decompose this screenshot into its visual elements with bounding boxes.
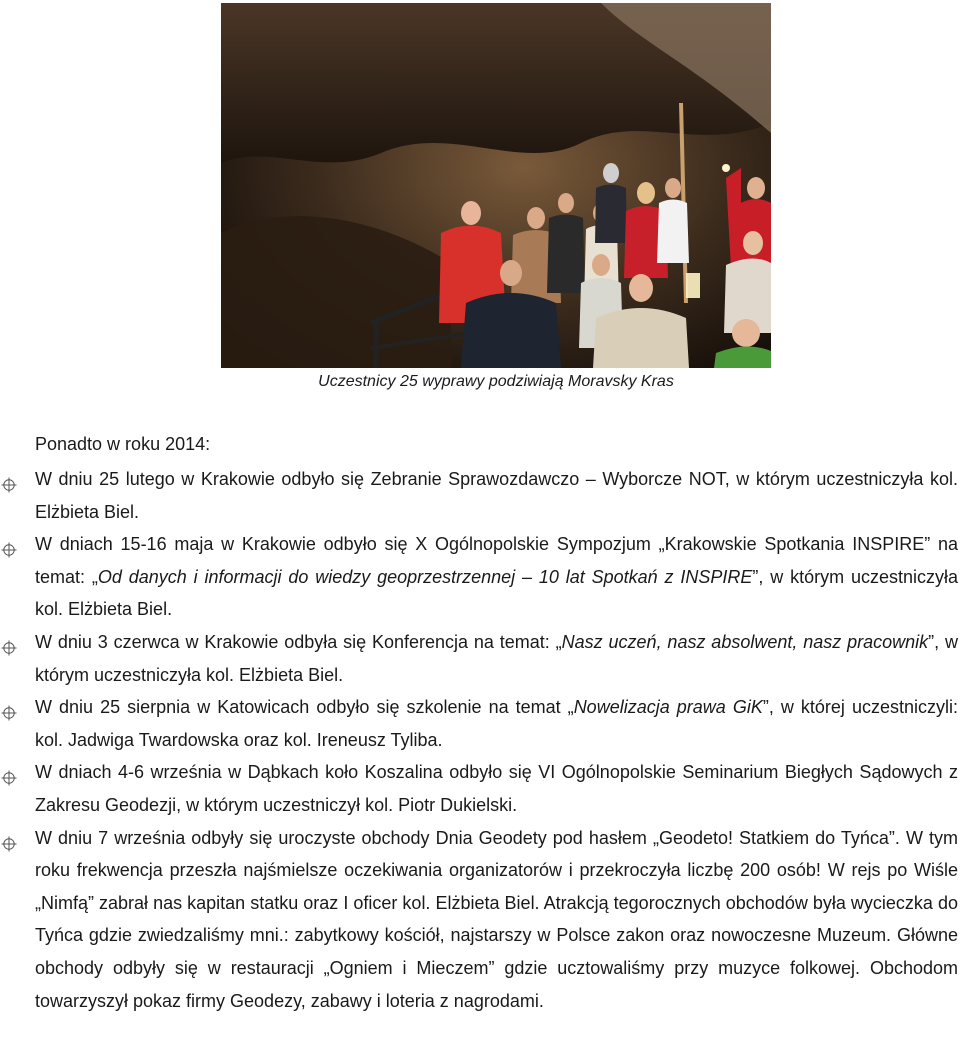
list-item (35, 691, 958, 756)
bullet-icon (1, 830, 17, 846)
list-item (35, 756, 958, 821)
intro-text: Ponadto w roku 2014: (35, 434, 211, 454)
item-text: W dniu 25 lutego w Krakowie odbyło się Zebranie Sprawozdawczo – Wyborcze NOT, w którym uczestniczyła kol. Elżbieta Biel. (35, 469, 958, 522)
cave-photo (221, 3, 771, 368)
emphasized-title: Nasz uczeń, nasz absolwent, nasz pracownik (561, 631, 929, 652)
list-item (35, 528, 958, 626)
item-text: W dniach 4-6 września w Dąbkach koło Koszalina odbyło się VI Ogólnopolskie Seminarium Biegłych Sądowych z Zakresu Geodezji, w którym uczestniczył kol. Piotr Dukielski. (35, 762, 958, 815)
bullet-icon (1, 764, 17, 780)
list-item (35, 463, 958, 528)
list-item (35, 822, 958, 1018)
event-list (35, 463, 958, 1017)
item-text: W dniu 25 sierpnia w Katowicach odbyło się szkolenie na temat „ (35, 697, 574, 718)
cave-group-photo-icon (221, 3, 771, 368)
emphasized-title: Nowelizacja prawa GiK (573, 697, 763, 718)
bullet-icon (1, 699, 17, 715)
bullet-icon (1, 471, 17, 487)
bullet-icon (1, 634, 17, 650)
bullet-icon (1, 536, 17, 552)
item-text: W dniu 3 czerwca w Krakowie odbyła się Konferencja na temat: „ (35, 631, 562, 652)
list-item (35, 626, 958, 691)
item-text: ”, w której uczestniczyli: kol. Jadwiga Twardowska oraz kol. Ireneusz Tyliba. (35, 697, 959, 750)
item-text: ”, w którym uczestniczyła kol. Elżbieta Biel. (35, 566, 958, 620)
emphasized-title: Od danych i informacji do wiedzy geoprzestrzennej – 10 lat Spotkań z INSPIRE (97, 566, 753, 587)
item-text: ”, w którym uczestniczyła kol. Elżbieta Biel. (35, 631, 958, 685)
photo-caption: Uczestnicy 25 wyprawy podziwiają Moravsky Kras (318, 373, 674, 390)
item-text: W dniu 7 września odbyły się uroczyste obchody Dnia Geodety pod hasłem „Geodeto! Statkiem do Tyńca”. W tym roku frekwencja przeszła najśmielsze oczekiwania organizatorów i przekroczyła liczbę 200 osób! W rejs po Wiśle „Nimfą” zabrał nas kapitan statku oraz I oficer kol. Elżbieta Biel. Atrakcją tegorocznych obchodów była wycieczka do Tyńca gdzie zwiedzaliśmy mni.: zabytkowy kościół, najstarszy w Polsce zakon oraz nowoczesne Muzeum. Główne obchody odbyły się w restauracji „Ogniem i Mieczem” gdzie ucztowaliśmy przy muzyce folkowej. Obchodom towarzyszył pokaz firmy Geodezy, zabawy i loteria z nagrodami. (35, 827, 958, 1011)
item-text: W dniach 15-16 maja w Krakowie odbyło się X Ogólnopolskie Sympozjum „Krakowskie Spotkania INSPIRE” na temat: „ (35, 534, 958, 587)
